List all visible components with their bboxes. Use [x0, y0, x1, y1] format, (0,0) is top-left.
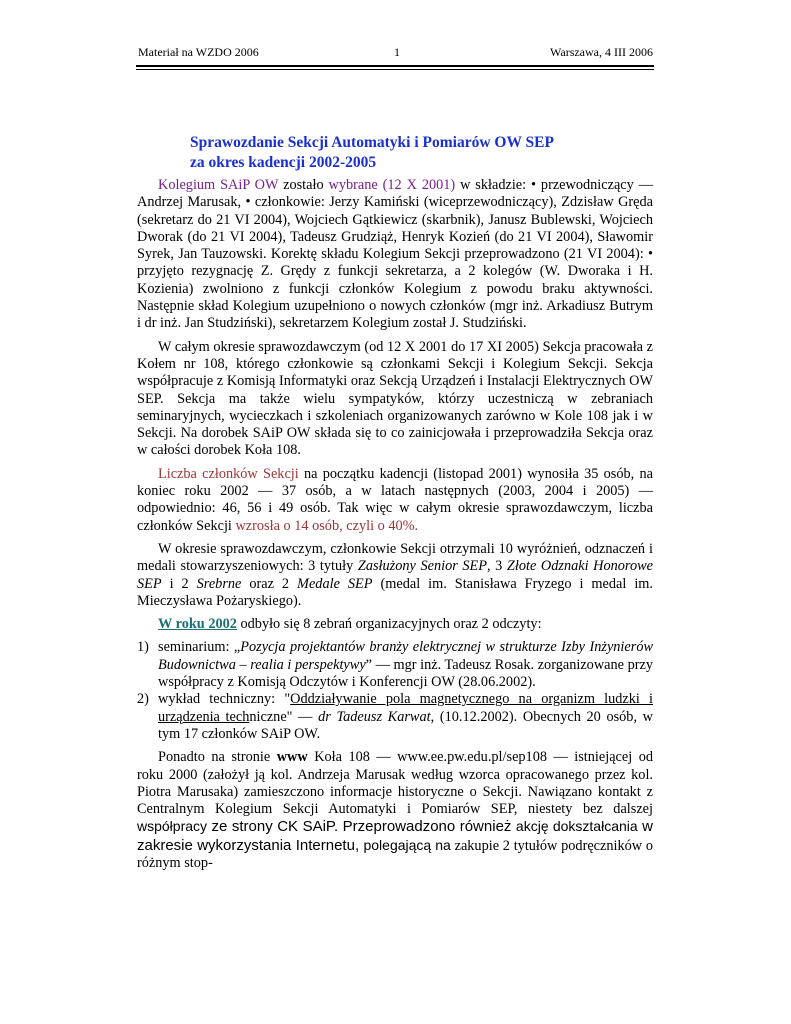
p6-d: współpracy	[137, 818, 208, 835]
election-date-highlight: wybrane (12 X 2001)	[328, 177, 456, 193]
events-list	[137, 639, 653, 743]
p4-e: i 2	[161, 575, 197, 592]
title-line-1: Sprawozdanie Sekcji Automatyki i Pomiarów OW SEP	[190, 134, 554, 151]
p6-h: polegającą na	[363, 836, 451, 853]
title-line-2: za okres kadencji 2002-2005	[190, 154, 377, 171]
p1-text-d: w składzie: • przewodniczący — Andrzej Marusak, • członkowie: Jerzy Kamiński (wiceprzewodniczący), Zdzisław Gręda (sekretarz do 21 VI 2004), Wojciech Gątkiewicz (skarbnik), Janusz Bublewski, Wojciech Dworak (do 21 VI 2004), Tadeusz Grudziąż, Henryk Kozień (do 21 VI 2004), Sławomir Syrek, Jan Tauzowski. Korektę składu Kolegium Sekcji przeprowadzono (21 VI 2004): • przyjęto rezygnację Z. Grędy z funkcji sekretarza, a 2 kolegów (W. Dworaka i H. Kozienia) zwolniono z funkcji członków Kolegium z powodu braku aktywności. Następnie skład Kolegium uzupełniono o nowych członków (mgr inż. Arkadiusz Butrym i dr inż. Jan Studziński), sekretarzem Kolegium został J. Studziński.	[137, 177, 654, 332]
list-item	[137, 639, 653, 691]
li1-c: ” — mgr inż. Tadeusz Rosak. zorganizowane przy współpracy z Komisją Odczytów i Konferencji OW (28.06.2002).	[158, 656, 653, 691]
p4-a: W okresie sprawozdawczym, członkowie Sekcji otrzymali 10 wyróżnień, odznaczeń i medali stowarzyszeniowych: 3 tytuły	[137, 540, 653, 575]
p6-c: Koła 108 — www.ee.pw.edu.pl/sep108 — istniejącej od roku 2000 (założył ją kol. Andrzeja Marusak według wzorca opracowanego przez kol. Piotra Marusaka) zamieszczono informacje historyczne o Sekcji. Nawiązano kontakt z Centralnym Kolegium Sekcji Automatyki i Pomiarów SEP, niestety bez dalszej	[137, 749, 654, 818]
li2-e: , (10.12.2002). Obecnych 20 osób, w tym 17 członków SAiP OW.	[158, 708, 653, 742]
li2-a: wykład techniczny: "	[158, 691, 291, 708]
list-number: 1)	[137, 639, 149, 656]
document-body	[137, 177, 653, 878]
p3-text-b: na początku kadencji (listopad 2001) wynosiła 35 osób, na koniec roku 2002 — 37 osób, a w latach następnych (2003, 2004 i 2005) — odpowiednio: 46, 56 i 49 osób. Tak więc w całym okresie sprawozdawczym, liczba członków Sekcji	[137, 465, 653, 534]
p6-i: zakupie 2 tytułów podręczników o różnym stop-	[137, 837, 654, 871]
p4-i: (medal im. Stanisława Fryzego i medal im. Mieczysława Pożaryskiego).	[137, 575, 653, 609]
seminar-title: Pozycja projektantów branży elektrycznej w strukturze Izby Inżynierów Budownictwa – realia i perspektywy	[158, 639, 654, 673]
header-date: Warszawa, 4 III 2006	[550, 45, 653, 59]
list-item	[137, 691, 653, 743]
p5-b: odbyło się 8 zebrań organizacyjnych oraz 2 odczyty:	[236, 616, 542, 633]
lecturer-name: dr Tadeusz Karwat	[318, 708, 431, 725]
paragraph-website	[137, 749, 653, 872]
paragraph-year-2002	[137, 616, 653, 633]
paragraph-awards	[137, 541, 653, 610]
www-bold: www	[276, 749, 308, 766]
p4-c: , 3	[487, 558, 507, 575]
list-number: 2)	[137, 691, 149, 708]
li2-c: niczne" —	[249, 708, 319, 725]
p1-text-b: zostało	[278, 177, 329, 193]
page-header	[136, 42, 653, 62]
award-title-gold: Złote Odznaki Honorowe SEP	[137, 558, 653, 592]
p6-e: ze strony CK SAiP. Przeprowadzono również	[207, 818, 516, 836]
p6-g: w zakresie wykorzystania Internetu,	[137, 818, 654, 854]
header-left-text: Materiał na WZDO 2006	[138, 45, 259, 59]
document-title	[190, 133, 554, 173]
growth-highlight: wzrosła o 14 osób, czyli o 40%.	[235, 517, 419, 534]
paragraph-activity: W całym okresie sprawozdawczym (od 12 X 2001 do 17 XI 2005) Sekcja pracowała z Kołem nr 108, którego członkowie są członkami Sekcji i Kolegium Sekcji. Sekcja współpracuje z Komisją Informatyki oraz Sekcją Urządzeń i Instalacji Elektrycznych OW SEP. Sekcja ma także wielu sympatyków, którzy uczestniczą w zebraniach seminaryjnych, wycieczkach i szkoleniach organizowanych zarówno w Kole 108 jak i w Sekcji. Na dorobek SAiP OW składa się to co zainicjowała i przeprowadziła Sekcja oraz w całości dorobek Koła 108.	[137, 338, 653, 459]
page-number: 1	[394, 45, 400, 59]
lecture-title: Oddziaływanie pola magnetycznego na organizm ludzki i urządzenia tech	[158, 691, 654, 725]
paragraph-kolegium	[137, 177, 653, 333]
li1-a: seminarium: „	[158, 639, 241, 656]
paragraph-members-count	[137, 466, 653, 535]
award-title-medal: Medale SEP	[297, 575, 373, 592]
header-rule-thin	[136, 69, 654, 70]
members-count-highlight: Liczba członków Sekcji	[158, 465, 299, 482]
kolegium-highlight: Kolegium SAiP OW	[158, 177, 279, 193]
p4-g: oraz 2	[241, 575, 298, 592]
award-title-senior: Zasłużony Senior SEP	[357, 558, 487, 575]
p6-f: akcję dokształcania	[515, 818, 638, 835]
header-rule-thick	[136, 65, 654, 67]
award-title-silver: Srebrne	[196, 575, 242, 592]
p6-a: Ponadto na stronie	[158, 749, 277, 766]
year-2002-link[interactable]: W roku 2002	[158, 616, 237, 633]
